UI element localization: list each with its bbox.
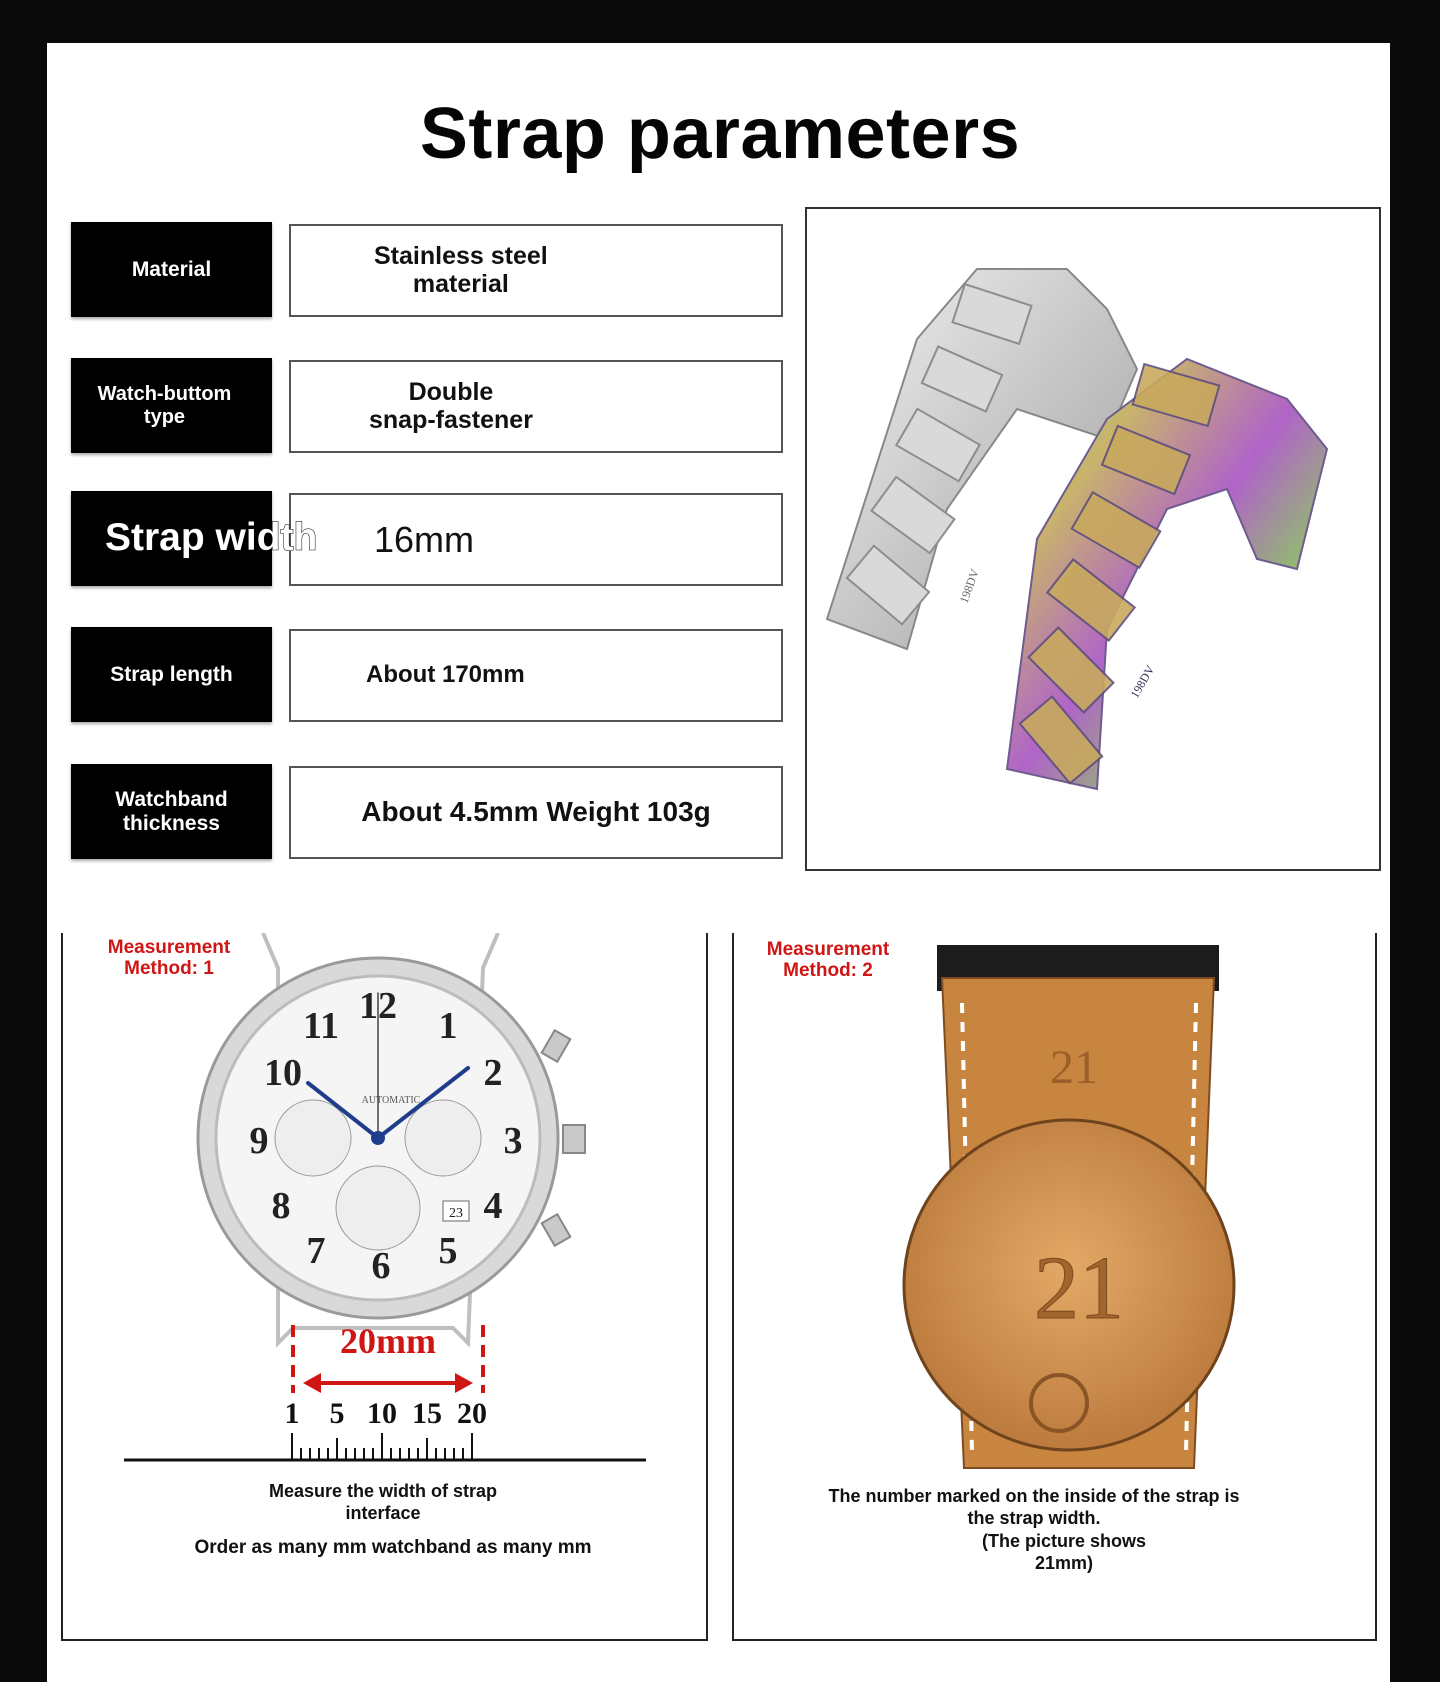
svg-text:7: 7 [306,1230,326,1272]
ruler-numbers [285,1397,488,1430]
svg-text:20: 20 [457,1397,487,1430]
method-2-note: (The picture shows 21mm) [981,1531,1147,1573]
measurement-method-2-panel [732,933,1377,1641]
method-1-caption: Measure the width of strap interface [268,1481,498,1523]
method-2-heading: Measurement Method: 2 [766,939,890,982]
method-1-note: Order as many mm watchband as many mm [194,1537,592,1558]
svg-text:2: 2 [483,1052,503,1094]
svg-text:4: 4 [483,1185,503,1227]
spec-label-strap-width-text: Strap width [105,516,318,559]
spec-label-strap-length: Strap length [71,627,272,722]
svg-text:1: 1 [284,1397,300,1430]
pusher-bottom [542,1214,571,1246]
strap-stamp-small: 21 [1050,1041,1098,1094]
crown [563,1125,585,1153]
svg-text:15: 15 [412,1397,442,1430]
svg-text:11: 11 [303,1005,339,1047]
svg-text:10: 10 [367,1397,397,1430]
svg-text:6: 6 [371,1245,391,1287]
width-arrow-right-head [455,1373,473,1393]
rainbow-bracelet [1007,359,1327,789]
subdial-left [275,1100,351,1176]
strap-stamp-magnified: 21 [1034,1239,1124,1338]
svg-text:10: 10 [264,1052,302,1094]
method-1-heading: Measurement Method: 1 [107,937,231,980]
spec-value-watchband-thickness: About 4.5mm Weight 103g [289,766,783,859]
page-title: Strap parameters [419,94,1021,174]
measurement-method-1-panel [61,933,708,1641]
spec-value-watch-buttom-type: Double snap-fastener [289,360,783,453]
spec-label-watch-buttom-type: Watch-buttom type [71,358,272,453]
date-number: 23 [449,1206,463,1221]
svg-text:198DV: 198DV [956,567,982,606]
dial-automatic-text: AUTOMATIC [361,1095,421,1106]
spec-value-strap-width: 16mm [289,493,783,586]
method-2-caption: The number marked on the inside of the strap is the strap width. [828,1486,1240,1528]
svg-text:9: 9 [249,1120,269,1162]
svg-text:3: 3 [503,1120,523,1162]
spec-label-material: Material [71,222,272,317]
spec-value-strap-length: About 170mm [289,629,783,722]
subdial-bottom [336,1166,420,1250]
watch-measure-illustration [63,933,708,1641]
subdial-right [405,1100,481,1176]
svg-text:1: 1 [438,1005,458,1047]
svg-text:198DV: 198DV [1127,662,1158,701]
product-image-frame [805,207,1381,871]
svg-text:8: 8 [271,1185,291,1227]
hand-hub [371,1131,385,1145]
spec-value-material: Stainless steel material [289,224,783,317]
spec-label-watchband-thickness: Watchband thickness [71,764,272,859]
ruler-ticks [292,1433,472,1460]
svg-text:5: 5 [329,1397,345,1430]
pusher-top [542,1030,571,1062]
svg-text:12: 12 [359,985,397,1027]
svg-text:5: 5 [438,1230,458,1272]
watch-strap-photo [807,209,1379,869]
width-arrow-left-head [303,1373,321,1393]
width-label-20mm: 20mm [340,1321,436,1361]
